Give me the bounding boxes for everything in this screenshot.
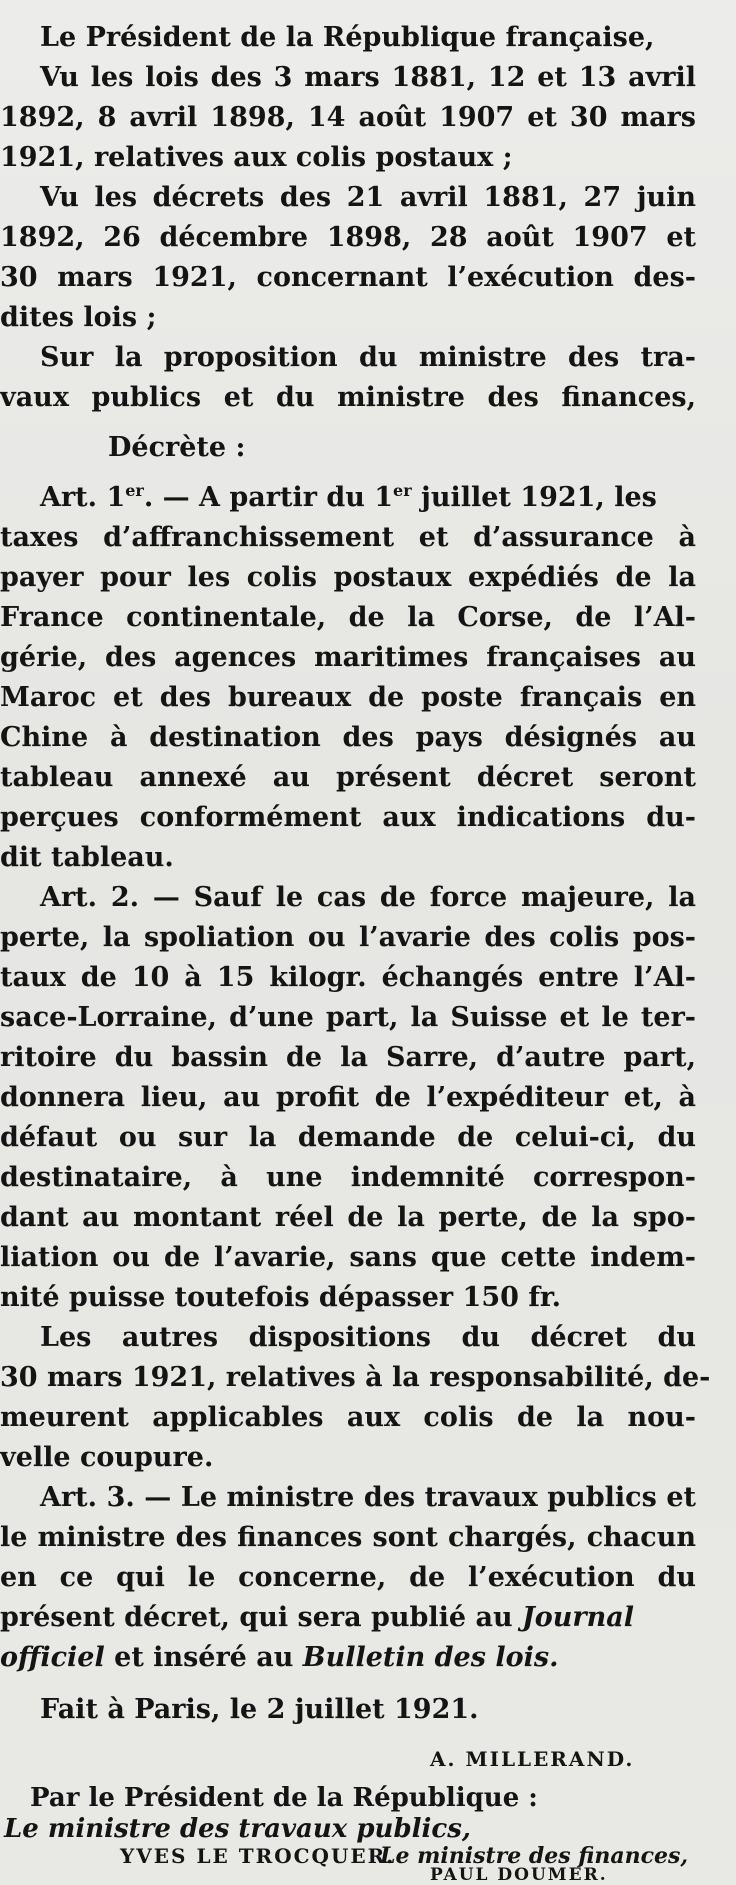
text-line: dit tableau.	[0, 842, 174, 873]
minister-public-works-title: Le ministre des travaux publics,	[4, 1814, 471, 1844]
minister-finances-title: Le ministre des finances,	[380, 1843, 689, 1869]
text-line: 1892, 26 décembre 1898, 28 août 1907 et	[0, 222, 696, 253]
text-line: 30 mars 1921, concernant l’exécution des-	[0, 262, 696, 293]
text-line: officiel et inséré au Bulletin des lois.	[0, 1642, 559, 1673]
signature-doumer: PAUL DOUMER.	[430, 1865, 608, 1885]
signature-president: A. MILLERAND.	[430, 1747, 635, 1771]
countersign-intro: Par le Président de la République :	[30, 1783, 538, 1813]
text-line: meurent applicables aux colis de la nou-	[0, 1402, 696, 1433]
article-1-heading-line: Art. 1er. — A partir du 1er juillet 1921, les	[40, 481, 657, 513]
text-line: perte, la spoliation ou l’avarie des colis pos-	[0, 922, 696, 953]
text-line: défaut ou sur la demande de celui-ci, du	[0, 1122, 696, 1153]
text-line: taxes d’affranchissement et d’assurance à	[0, 522, 696, 553]
text-line: 1892, 8 avril 1898, 14 août 1907 et 30 mars	[0, 102, 696, 133]
text-line: donnera lieu, au profit de l’expéditeur et, à	[0, 1082, 696, 1113]
decree-verb: Décrète :	[108, 432, 246, 463]
text-line: 30 mars 1921, relatives à la responsabilité, de-	[0, 1362, 711, 1393]
text-line: ritoire du bassin de la Sarre, d’autre part,	[0, 1042, 696, 1073]
article-3-heading-line: Art. 3. — Le ministre des travaux publics et	[40, 1482, 696, 1513]
text-line: taux de 10 à 15 kilogr. échangés entre l’Al-	[0, 962, 696, 993]
text-line: payer pour les colis postaux expédiés de la	[0, 562, 696, 593]
text-line: Sur la proposition du ministre des tra-	[40, 342, 696, 373]
text-line: vaux publics et du ministre des finances,	[0, 382, 696, 413]
text-line: perçues conformément aux indications du-	[0, 802, 696, 833]
text-line: présent décret, qui sera publié au Journal	[0, 1602, 635, 1633]
text-line: nité puisse toutefois dépasser 150 fr.	[0, 1282, 562, 1313]
text-line: en ce qui le concerne, de l’exécution du	[0, 1562, 696, 1593]
decree-heading: Le Président de la République française,	[40, 22, 655, 53]
text-line: France continentale, de la Corse, de l’Al-	[0, 602, 696, 633]
text-line: 1921, relatives aux colis postaux ;	[0, 142, 513, 173]
text-line: Vu les décrets des 21 avril 1881, 27 juin	[40, 182, 696, 213]
article-2-heading-line: Art. 2. — Sauf le cas de force majeure, la	[40, 882, 696, 913]
text-line: sace-Lorraine, d’une part, la Suisse et le ter-	[0, 1002, 696, 1033]
text-line: Chine à destination des pays désignés au	[0, 722, 696, 753]
dateline: Fait à Paris, le 2 juillet 1921.	[40, 1694, 479, 1725]
text-line: Vu les lois des 3 mars 1881, 12 et 13 avril	[40, 62, 696, 93]
text-line: destinataire, à une indemnité correspon-	[0, 1162, 696, 1193]
text-line: dant au montant réel de la perte, de la spo-	[0, 1202, 696, 1233]
text-line: gérie, des agences maritimes françaises au	[0, 642, 696, 673]
signature-trocquer: YVES LE TROCQUER.	[120, 1844, 396, 1868]
text-line: tableau annexé au présent décret seront	[0, 762, 696, 793]
text-line: Maroc et des bureaux de poste français en	[0, 682, 696, 713]
text-line: liation ou de l’avarie, sans que cette indem-	[0, 1242, 696, 1273]
text-line: le ministre des finances sont chargés, chacun	[0, 1522, 696, 1553]
text-line: dites lois ;	[0, 302, 157, 333]
text-line: Les autres dispositions du décret du	[40, 1322, 696, 1353]
text-line: velle coupure.	[0, 1442, 214, 1473]
